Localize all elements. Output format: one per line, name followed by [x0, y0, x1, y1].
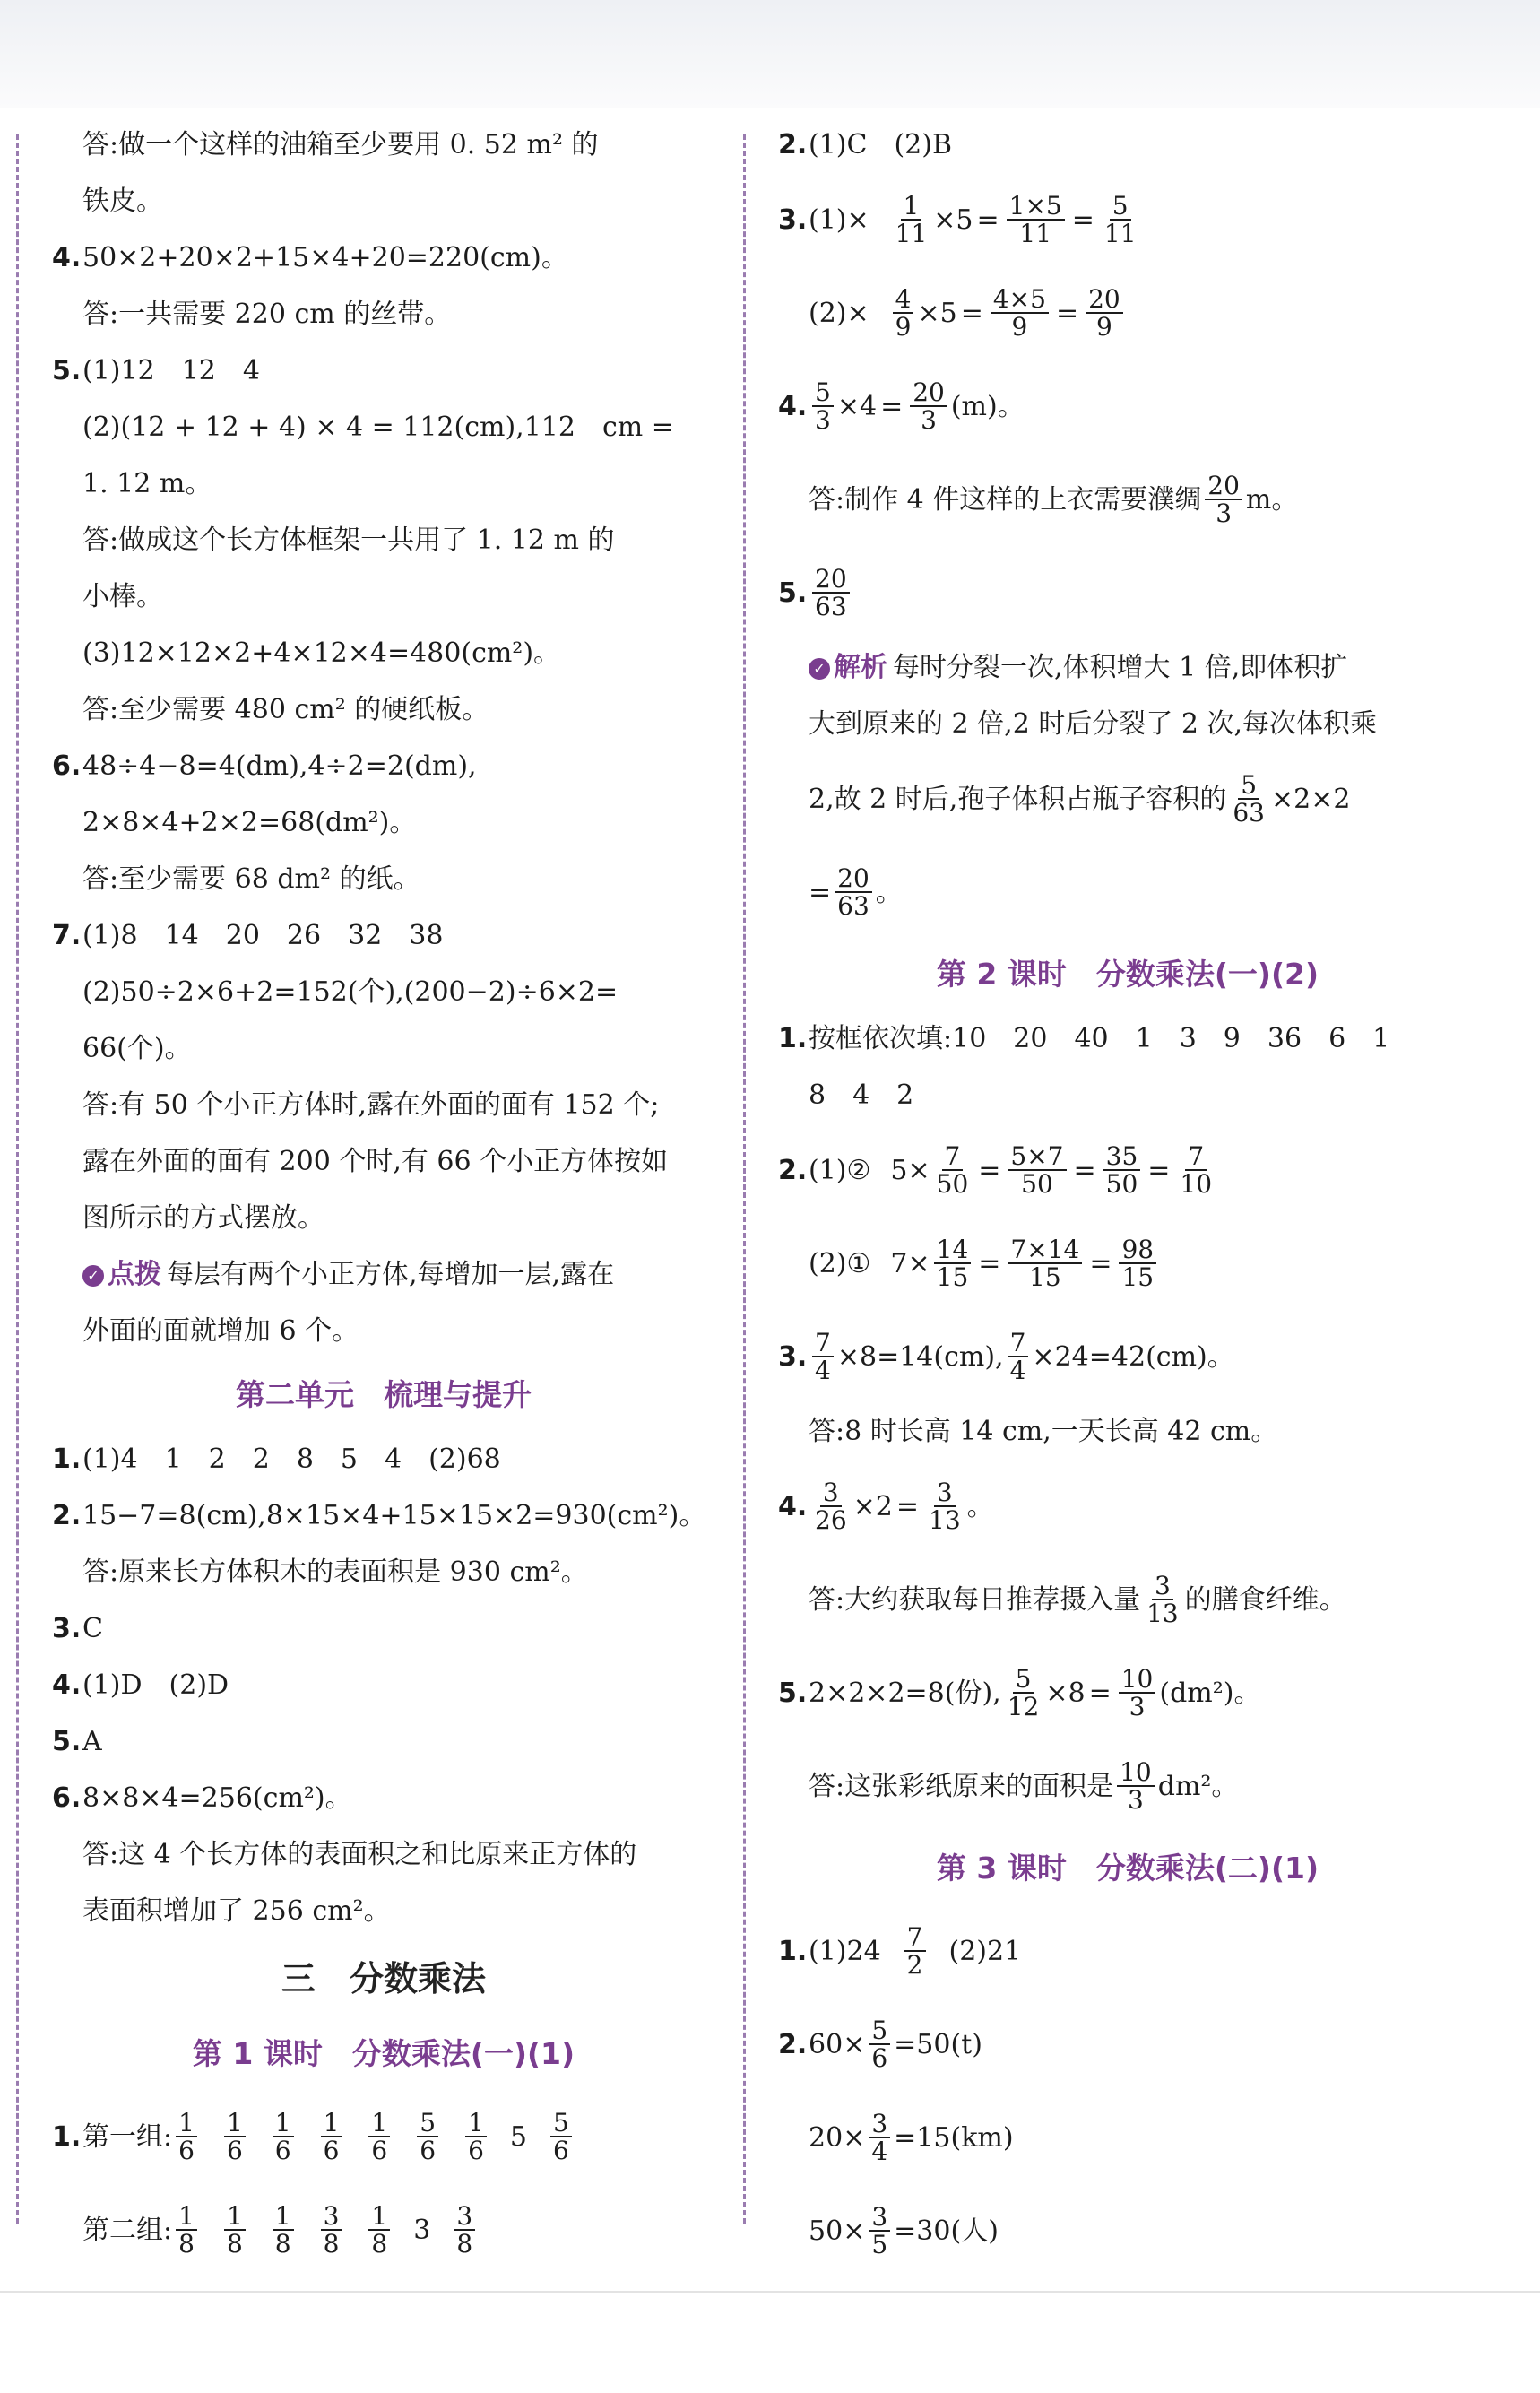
- fraction: $\frac{20}{9}$: [1086, 286, 1123, 341]
- solution-text: 50×2+20×2+15×4+20=220(cm)。: [82, 242, 568, 273]
- unit-q1: [52, 1431, 715, 1487]
- fraction: $\frac{20}{63}$: [835, 865, 872, 920]
- fraction: $\frac{5}{3}$: [812, 379, 834, 434]
- question-number: 1.: [52, 2120, 82, 2153]
- tip-text-cont: 外面的面就增加 6 个。: [82, 1315, 359, 1347]
- fraction: $\frac{1}{8}$: [224, 2203, 246, 2258]
- fraction: $\frac{3}{4}$: [869, 2111, 890, 2165]
- equation-row: (2)× $\frac{4}{9}$ × 5 = $\frac{4\times 5}{9}$ = $\frac{20}{9}$: [809, 266, 1127, 360]
- fraction: $\frac{5\times 7}{50}$: [1008, 1143, 1066, 1198]
- fraction: $\frac{3}{26}$: [815, 1477, 847, 1535]
- fraction: $\frac{7\times 14}{15}$: [1008, 1236, 1082, 1291]
- fraction: $\frac{14}{15}$: [934, 1236, 972, 1291]
- lesson2-q3: [778, 1310, 1477, 1403]
- lesson3-q2-b: [778, 2091, 1477, 2184]
- question-number: 4.: [778, 390, 808, 422]
- lesson2-q5: [778, 1646, 1477, 1739]
- lesson1-q1-group1: [52, 2090, 715, 2183]
- question-number: 3.: [778, 1340, 808, 1373]
- equation-row: (2)① 7 × $\frac{14}{15}$ = $\frac{7\times 14}{15}$ = $\frac{98}{15}$: [809, 1217, 1160, 1310]
- question-number: 1.: [778, 1935, 808, 1967]
- question-3-part2: [778, 266, 1477, 360]
- solution-line: (3)12×12×2+4×12×4=480(cm²)。: [82, 637, 561, 669]
- question-number: 2.: [778, 1154, 808, 1186]
- answer-line: 答:一共需要 220 cm 的丝带。: [82, 299, 452, 330]
- answer-line: 露在外面的面有 200 个时,有 66 个小正方体按如: [82, 1146, 669, 1177]
- unit-q4: [52, 1657, 715, 1713]
- question-number: 5.: [52, 1726, 82, 1757]
- question-number: 7.: [52, 920, 82, 951]
- question-7: [52, 907, 715, 964]
- whole-number: 5: [509, 2120, 527, 2153]
- group-label: 第二组:: [82, 2214, 173, 2246]
- equation-row: 3. $\frac{7}{4}$ × 8 = 14 (cm), $\frac{7}{4}$ × 24 = 42 (cm)。: [778, 1327, 1234, 1385]
- question-number: 5.: [778, 1677, 808, 1709]
- question-number: 5.: [52, 355, 82, 386]
- analysis-row: = $\frac{20}{63}$ 。: [809, 863, 903, 921]
- analysis-tag: 解析: [834, 652, 887, 683]
- question-number: 6.: [52, 1782, 82, 1814]
- analysis-row: 2,故 2 时后,孢子体积占瓶子容积的 $\frac{5}{63}$ ×2×2: [809, 769, 1351, 828]
- equation-row: 4. $\frac{5}{3}$ × 4 = $\frac{20}{3}$ (m)。: [778, 377, 1025, 435]
- answer-line: 答:至少需要 480 cm² 的硬纸板。: [82, 694, 489, 725]
- solution-line: (2)50÷2×6+2=152(个),(200−2)÷6×2=: [82, 976, 619, 1008]
- analysis-line3: [778, 752, 1477, 845]
- fraction-row: [82, 2183, 479, 2276]
- fraction: $\frac{1}{6}$: [368, 2110, 390, 2164]
- fraction: $\frac{5}{11}$: [1103, 190, 1137, 248]
- tip-icon: ✓: [82, 1265, 104, 1287]
- fraction: $\frac{1}{8}$: [273, 2203, 294, 2258]
- fraction: $\frac{3}{8}$: [454, 2203, 475, 2258]
- unit-q5: [52, 1713, 715, 1770]
- left-column: [52, 117, 715, 2276]
- fraction: $\frac{5}{6}$: [417, 2110, 438, 2164]
- solution-line: (2)(12 + 12 + 4) × 4 = 112(cm),112 cm =: [82, 412, 674, 443]
- chapter3-heading: 三 分数乘法: [281, 1959, 486, 1999]
- solution-text: 15−7=8(cm),8×15×4+15×15×2=930(cm²)。: [82, 1500, 706, 1531]
- answer-line: 铁皮。: [82, 186, 163, 217]
- analysis-line4: [778, 845, 1477, 939]
- question-6: [52, 738, 715, 794]
- fraction: $\frac{7}{50}$: [936, 1140, 969, 1199]
- lesson2-q2-part2: [778, 1217, 1477, 1310]
- fraction: $\frac{7}{4}$: [812, 1330, 834, 1384]
- page-bottom-rule: [0, 2291, 1540, 2293]
- fraction: $\frac{1\times 5}{11}$: [1007, 193, 1065, 247]
- fraction: $\frac{5}{6}$: [869, 2017, 890, 2072]
- answer-line: 答:有 50 个小正方体时,露在外面的面有 152 个;: [82, 1089, 660, 1121]
- equation-row: 20 × $\frac{3}{4}$ = 15 (km): [809, 2108, 1014, 2166]
- analysis-icon: ✓: [809, 658, 830, 680]
- question-5: [778, 546, 1477, 639]
- lesson2-q2-part1: [778, 1123, 1477, 1217]
- lesson3-heading: 第 3 课时 分数乘法(二)(1): [936, 1851, 1319, 1886]
- unit-q6: [52, 1770, 715, 1826]
- lesson2-q1: [778, 1010, 1477, 1067]
- fraction: $\frac{10}{3}$: [1119, 1666, 1156, 1721]
- lesson2-heading: 第 2 课时 分数乘法(一)(2): [936, 957, 1319, 992]
- question-number: 2.: [778, 2028, 808, 2060]
- fraction: $\frac{1}{6}$: [176, 2110, 197, 2164]
- fraction: $\frac{4\times 5}{9}$: [991, 286, 1049, 341]
- answer-line: 答:做一个这样的油箱至少要用 0. 52 m² 的: [82, 129, 599, 160]
- unit: (m)。: [950, 390, 1025, 422]
- analysis-note: [778, 639, 1477, 696]
- question-number: 4.: [52, 242, 82, 273]
- fraction: $\frac{5}{63}$: [1233, 769, 1265, 828]
- tip-note: [52, 1246, 715, 1303]
- tip-text: 每层有两个小正方体,每增加一层,露在: [167, 1259, 615, 1290]
- question-number: 3.: [778, 204, 808, 236]
- fraction: $\frac{10}{3}$: [1117, 1759, 1155, 1814]
- answer-line: 表面积增加了 256 cm²。: [82, 1895, 391, 1927]
- fraction: $\frac{3}{5}$: [869, 2204, 890, 2259]
- fraction: $\frac{5}{12}$: [1007, 1663, 1040, 1721]
- question-5: [52, 342, 715, 399]
- question-number: 2.: [52, 1500, 82, 1531]
- fraction: $\frac{1}{6}$: [465, 2110, 487, 2164]
- question-3-part1: [778, 173, 1477, 266]
- answer-line: 答:原来长方体积木的表面积是 930 cm²。: [82, 1556, 588, 1588]
- lesson2-q4: [778, 1460, 1477, 1553]
- answer-text: 答:制作 4 件这样的上衣需要濮绸: [809, 483, 1202, 516]
- answer-line: 答:8 时长高 14 cm,一天长高 42 cm。: [809, 1416, 1278, 1447]
- part-label: (1)②: [809, 1154, 871, 1186]
- solution-text: 8×8×4=256(cm²)。: [82, 1782, 352, 1814]
- group-label: 第一组:: [82, 2120, 173, 2153]
- fraction: $\frac{7}{10}$: [1180, 1140, 1213, 1199]
- equation-row: 50 × $\frac{3}{5}$ = 30 (人): [809, 2201, 999, 2259]
- unit2-heading: 第二单元 梳理与提升: [236, 1377, 532, 1412]
- analysis-text: 每时分裂一次,体积增大 1 倍,即体积扩: [893, 652, 1348, 683]
- right-column: [778, 117, 1477, 2277]
- question-2: [778, 117, 1477, 173]
- answer-row: [778, 546, 853, 639]
- fraction: $\frac{20}{63}$: [812, 566, 850, 620]
- part-label: (1)×: [809, 204, 869, 236]
- fraction: $\frac{20}{3}$: [910, 379, 947, 434]
- fraction: $\frac{1}{6}$: [224, 2110, 246, 2164]
- solution-line: 8 4 2: [809, 1079, 914, 1111]
- fraction: $\frac{5}{6}$: [550, 2110, 572, 2164]
- question-number: 6.: [52, 750, 82, 782]
- unit-q3: [52, 1600, 715, 1657]
- answer-row: 答:大约获取每日推荐摄入量 $\frac{3}{13}$ 的膳食纤维。: [809, 1570, 1346, 1628]
- equation-row: 2. (1)② 5 × $\frac{7}{50}$ = $\frac{5\times 7}{50}$ = $\frac{35}{50}$ = $\frac{7}{10}$: [778, 1123, 1218, 1217]
- fraction: $\frac{3}{13}$: [1146, 1570, 1179, 1628]
- fraction: $\frac{1}{6}$: [321, 2110, 342, 2164]
- fraction: $\frac{1}{8}$: [176, 2203, 197, 2258]
- question-number: 5.: [778, 577, 808, 609]
- column-divider: [743, 134, 746, 2224]
- left-margin-rule: [16, 134, 19, 2224]
- question-4: [52, 230, 715, 286]
- fraction: $\frac{98}{15}$: [1119, 1236, 1156, 1291]
- top-band: [0, 0, 1540, 108]
- lesson1-heading: 第 1 课时 分数乘法(一)(1): [192, 2036, 575, 2071]
- fraction-row: [52, 2090, 575, 2183]
- fraction: $\frac{3}{13}$: [929, 1477, 961, 1535]
- analysis-text-cont: 大到原来的 2 倍,2 时后分裂了 2 次,每次体积乘: [809, 708, 1378, 740]
- solution-text: (1)12 12 4: [82, 355, 260, 386]
- fraction: $\frac{7}{4}$: [1008, 1330, 1029, 1384]
- answer-text: m。: [1245, 483, 1299, 516]
- solution-text: 48÷4−8=4(dm),4÷2=2(dm),: [82, 750, 477, 782]
- answer-row: 答:这张彩纸原来的面积是 $\frac{10}{3}$ dm²。: [809, 1756, 1239, 1815]
- solution-line: 1. 12 m。: [82, 468, 212, 499]
- fraction: $\frac{1}{11}$: [895, 190, 928, 248]
- unit-q2: [52, 1487, 715, 1544]
- part-label: (2)×: [809, 297, 869, 329]
- equation-row: 2. 60 × $\frac{5}{6}$ = 50 (t): [778, 2015, 982, 2073]
- question-4: [778, 360, 1477, 453]
- solution-line: 66(个)。: [82, 1033, 192, 1064]
- fraction: $\frac{7}{2}$: [904, 1924, 926, 1979]
- lesson3-q2-a: [778, 1998, 1477, 2091]
- lesson1-q1-group2: [52, 2183, 715, 2276]
- question-number: 1.: [778, 1023, 808, 1054]
- answer-row: [809, 453, 1298, 546]
- lesson3-q2-c: [778, 2184, 1477, 2277]
- solution-line: 2×8×4+2×2=68(dm²)。: [82, 807, 417, 838]
- question-number: 4.: [52, 1669, 82, 1701]
- answer-line: 答:这 4 个长方体的表面积之和比原来正方体的: [82, 1839, 637, 1870]
- equation-row: 4. $\frac{3}{26}$ × 2 = $\frac{3}{13}$ 。: [778, 1477, 994, 1535]
- question-number: 3.: [52, 1613, 82, 1644]
- equation-row: 5. 2×2×2=8(份), $\frac{5}{12}$ × 8 = $\frac{10}{3}$ (dm²)。: [778, 1663, 1261, 1721]
- fraction: $\frac{4}{9}$: [893, 286, 914, 341]
- answer-line: 答:做成这个长方体框架一共用了 1. 12 m 的: [82, 525, 615, 556]
- answer-line: 图所示的方式摆放。: [82, 1202, 324, 1234]
- fraction: $\frac{20}{3}$: [1205, 473, 1242, 527]
- fraction: $\frac{1}{8}$: [368, 2203, 390, 2258]
- solution-text: 按框依次填:10 20 40 1 3 9 36 6 1: [809, 1023, 1390, 1054]
- answer-4: [778, 453, 1477, 546]
- part-label: (2)①: [809, 1247, 871, 1279]
- question-number: 1.: [52, 1444, 82, 1475]
- answer-row: 1. (1)24 $\frac{7}{2}$ (2)21: [778, 1921, 1022, 1980]
- solution-text: A: [82, 1726, 102, 1757]
- question-number: 2.: [778, 129, 808, 160]
- answer-line: 答:至少需要 68 dm² 的纸。: [82, 863, 420, 895]
- solution-text: C: [82, 1613, 103, 1644]
- solution-text: (1)8 14 20 26 32 38: [82, 920, 444, 951]
- whole-number: 3: [413, 2214, 431, 2246]
- fraction: $\frac{3}{8}$: [321, 2203, 342, 2258]
- answer-line: 小棒。: [82, 581, 163, 612]
- lesson2-a4: [778, 1553, 1477, 1646]
- tip-tag: 点拨: [108, 1259, 161, 1290]
- solution-text: (1)4 1 2 2 8 5 4 (2)68: [82, 1444, 501, 1475]
- lesson3-q1: [778, 1904, 1477, 1998]
- solution-text: (1)C (2)B: [809, 129, 952, 160]
- question-number: 4.: [778, 1490, 808, 1522]
- equation-row: 3. (1)× $\frac{1}{11}$ × 5 = $\frac{1\times 5}{11}$ = $\frac{5}{11}$: [778, 173, 1143, 266]
- fraction: $\frac{1}{6}$: [273, 2110, 294, 2164]
- lesson2-a5: [778, 1739, 1477, 1833]
- solution-text: (1)D (2)D: [82, 1669, 229, 1701]
- fraction: $\frac{35}{50}$: [1103, 1143, 1141, 1198]
